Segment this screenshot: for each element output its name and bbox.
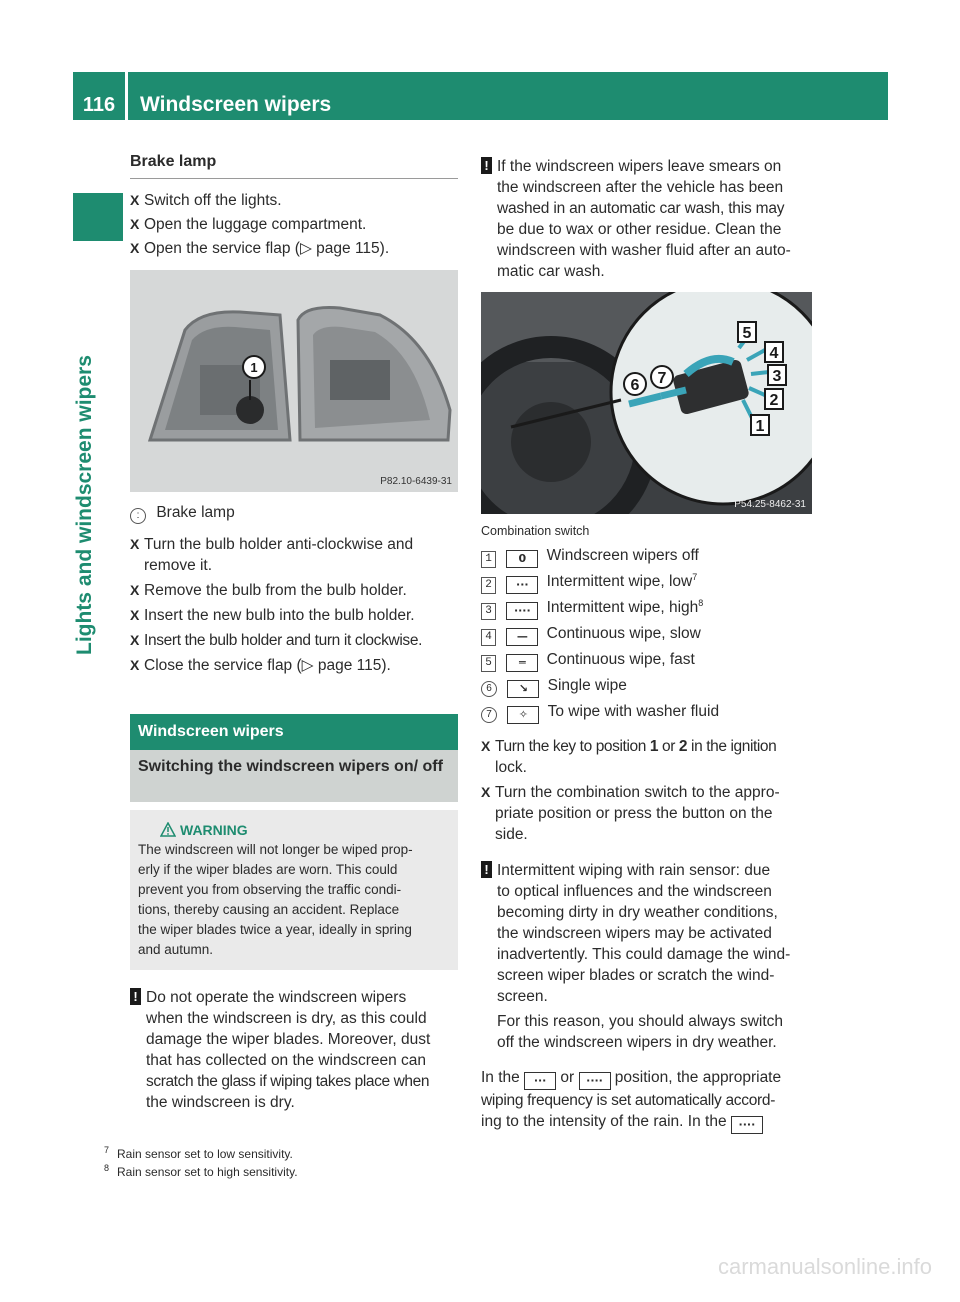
img1-callout: 1 xyxy=(250,360,258,375)
img2-callout: 2 xyxy=(769,392,779,409)
footnote: $^8$ Rain sensor set to high sensitivity. xyxy=(104,1163,298,1179)
legend-brake-lamp: : Brake lamp xyxy=(130,502,235,524)
intermittent-high-icon: ···· xyxy=(579,1072,611,1090)
step: X Open the luggage compartment. xyxy=(130,216,367,233)
page-title: Windscreen wipers xyxy=(140,93,332,116)
img1-code: P82.10-6439-31 xyxy=(380,476,452,487)
subsection-title: Switching the windscreen wipers on/ off xyxy=(130,750,458,802)
warning-label: WARNING xyxy=(180,822,248,838)
img2-callout: 3 xyxy=(772,368,782,385)
img2-callout: 6 xyxy=(630,377,640,394)
step: X Open the service flap (▷ page 115). xyxy=(130,240,390,257)
warning-line: and autumn. xyxy=(138,942,214,957)
intermittent-low-icon: ··· xyxy=(506,576,538,594)
watermark: carmanualsonline.info xyxy=(717,1254,932,1279)
warning-line: prevent you from observing the traffic condi- xyxy=(138,882,402,897)
exclamation-icon: ! xyxy=(481,861,492,878)
step: X Close the service flap (▷ page 115). xyxy=(130,657,391,674)
brake-lamp-heading: Brake lamp xyxy=(130,153,217,170)
footnote: $^7$ Rain sensor set to low sensitivity. xyxy=(104,1145,293,1161)
exclamation-icon: ! xyxy=(481,157,492,174)
intermittent-high-icon: ···· xyxy=(506,602,538,620)
legend-item: 7 ✧ To wipe with washer fluid xyxy=(481,701,719,724)
note-rain-sensor: ! Intermittent wiping with rain sensor: due to optical influences and the windscreen becoming dirty in dry weather conditions, the windscreen wipers may be activated inadvertently. This could damage the wind- screen wiper blades or scratch the wind- screen. For this reason, you should always switch off the windscreen wipers in dry weather. xyxy=(481,860,816,1053)
step: X Switch off the lights. xyxy=(130,192,282,209)
combination-switch-illustration xyxy=(481,292,812,514)
img2-code: P54.25-8462-31 xyxy=(734,499,806,510)
note-smears: ! If the windscreen wipers leave smears on the windscreen after the vehicle has been washed in an automatic car wash, this may be due to wax or other residue. Clean the windscreen with washer fluid after an auto- matic car wash. xyxy=(481,156,816,282)
img2-callout: 5 xyxy=(742,325,752,342)
step: X Turn the key to position 1 or 2 in the ignition lock. xyxy=(481,738,777,776)
legend-item: 6 ↘ Single wipe xyxy=(481,675,627,698)
continuous-slow-icon: — xyxy=(506,628,538,646)
page-number: 116 xyxy=(82,94,116,116)
legend-item: 5 ═ Continuous wipe, fast xyxy=(481,649,695,672)
legend-item: 1 0 Windscreen wipers off xyxy=(481,545,699,568)
intermittent-high-icon: ···· xyxy=(731,1116,763,1134)
side-tab-label-box xyxy=(73,355,125,705)
header-separator xyxy=(125,72,128,120)
step: X Insert the new bulb into the bulb holder. xyxy=(130,607,415,624)
brake-lamp-photo xyxy=(130,270,458,492)
img2-callout: 1 xyxy=(755,418,765,435)
warning-triangle-icon xyxy=(160,822,176,837)
heading-rule xyxy=(130,178,458,179)
img2-callout: 7 xyxy=(657,370,667,387)
continuous-fast-icon: ═ xyxy=(506,654,538,672)
paragraph-rain-sensor: In the ··· or ···· position, the appropriate wiping frequency is set automatically accord- ing to the intensity of the rain. In the ···· xyxy=(481,1067,816,1134)
washer-fluid-icon: ✧ xyxy=(507,706,539,724)
side-tab-label: Lights and windscreen wipers xyxy=(73,355,96,655)
brake-lamp-illustration xyxy=(130,270,458,492)
combination-switch-photo xyxy=(481,292,812,514)
warning-line: The windscreen will not longer be wiped prop- xyxy=(138,842,413,857)
note-dry-wiping: ! Do not operate the windscreen wipers when the windscreen is dry, as this could damage the wiper blades. Moreover, dust that has collected on the windscreen can scratch the glass if wiping takes place when the windscreen is dry. xyxy=(130,987,465,1113)
warning-line: tions, thereby causing an accident. Replace xyxy=(138,902,400,917)
legend-item: 4 — Continuous wipe, slow xyxy=(481,623,701,646)
single-wipe-icon: ↘ xyxy=(507,680,539,698)
step: X Turn the bulb holder anti-clockwise and remove it. xyxy=(130,536,414,574)
legend-item: 2 ··· Intermittent wipe, low$^7$ xyxy=(481,571,697,594)
warning-box xyxy=(130,810,458,970)
figure-caption: Combination switch xyxy=(481,524,590,538)
img2-callout: 4 xyxy=(769,345,779,362)
side-tab-marker xyxy=(73,193,123,241)
legend-item: 3 ···· Intermittent wipe, high$^8$ xyxy=(481,597,703,620)
section-title: Windscreen wipers xyxy=(130,714,458,750)
step: X Remove the bulb from the bulb holder. xyxy=(130,582,407,599)
step: X Turn the combination switch to the appro- priate position or press the button on the side. xyxy=(481,784,780,843)
warning-line: the wiper blades twice a year, ideally in spring xyxy=(138,922,412,937)
wiper-off-icon: 0 xyxy=(506,550,538,568)
intermittent-low-icon: ··· xyxy=(524,1072,556,1090)
exclamation-icon: ! xyxy=(130,988,141,1005)
warning-line: erly if the wiper blades are worn. This could xyxy=(138,862,398,877)
step: X Insert the bulb holder and turn it clockwise. xyxy=(130,632,423,649)
